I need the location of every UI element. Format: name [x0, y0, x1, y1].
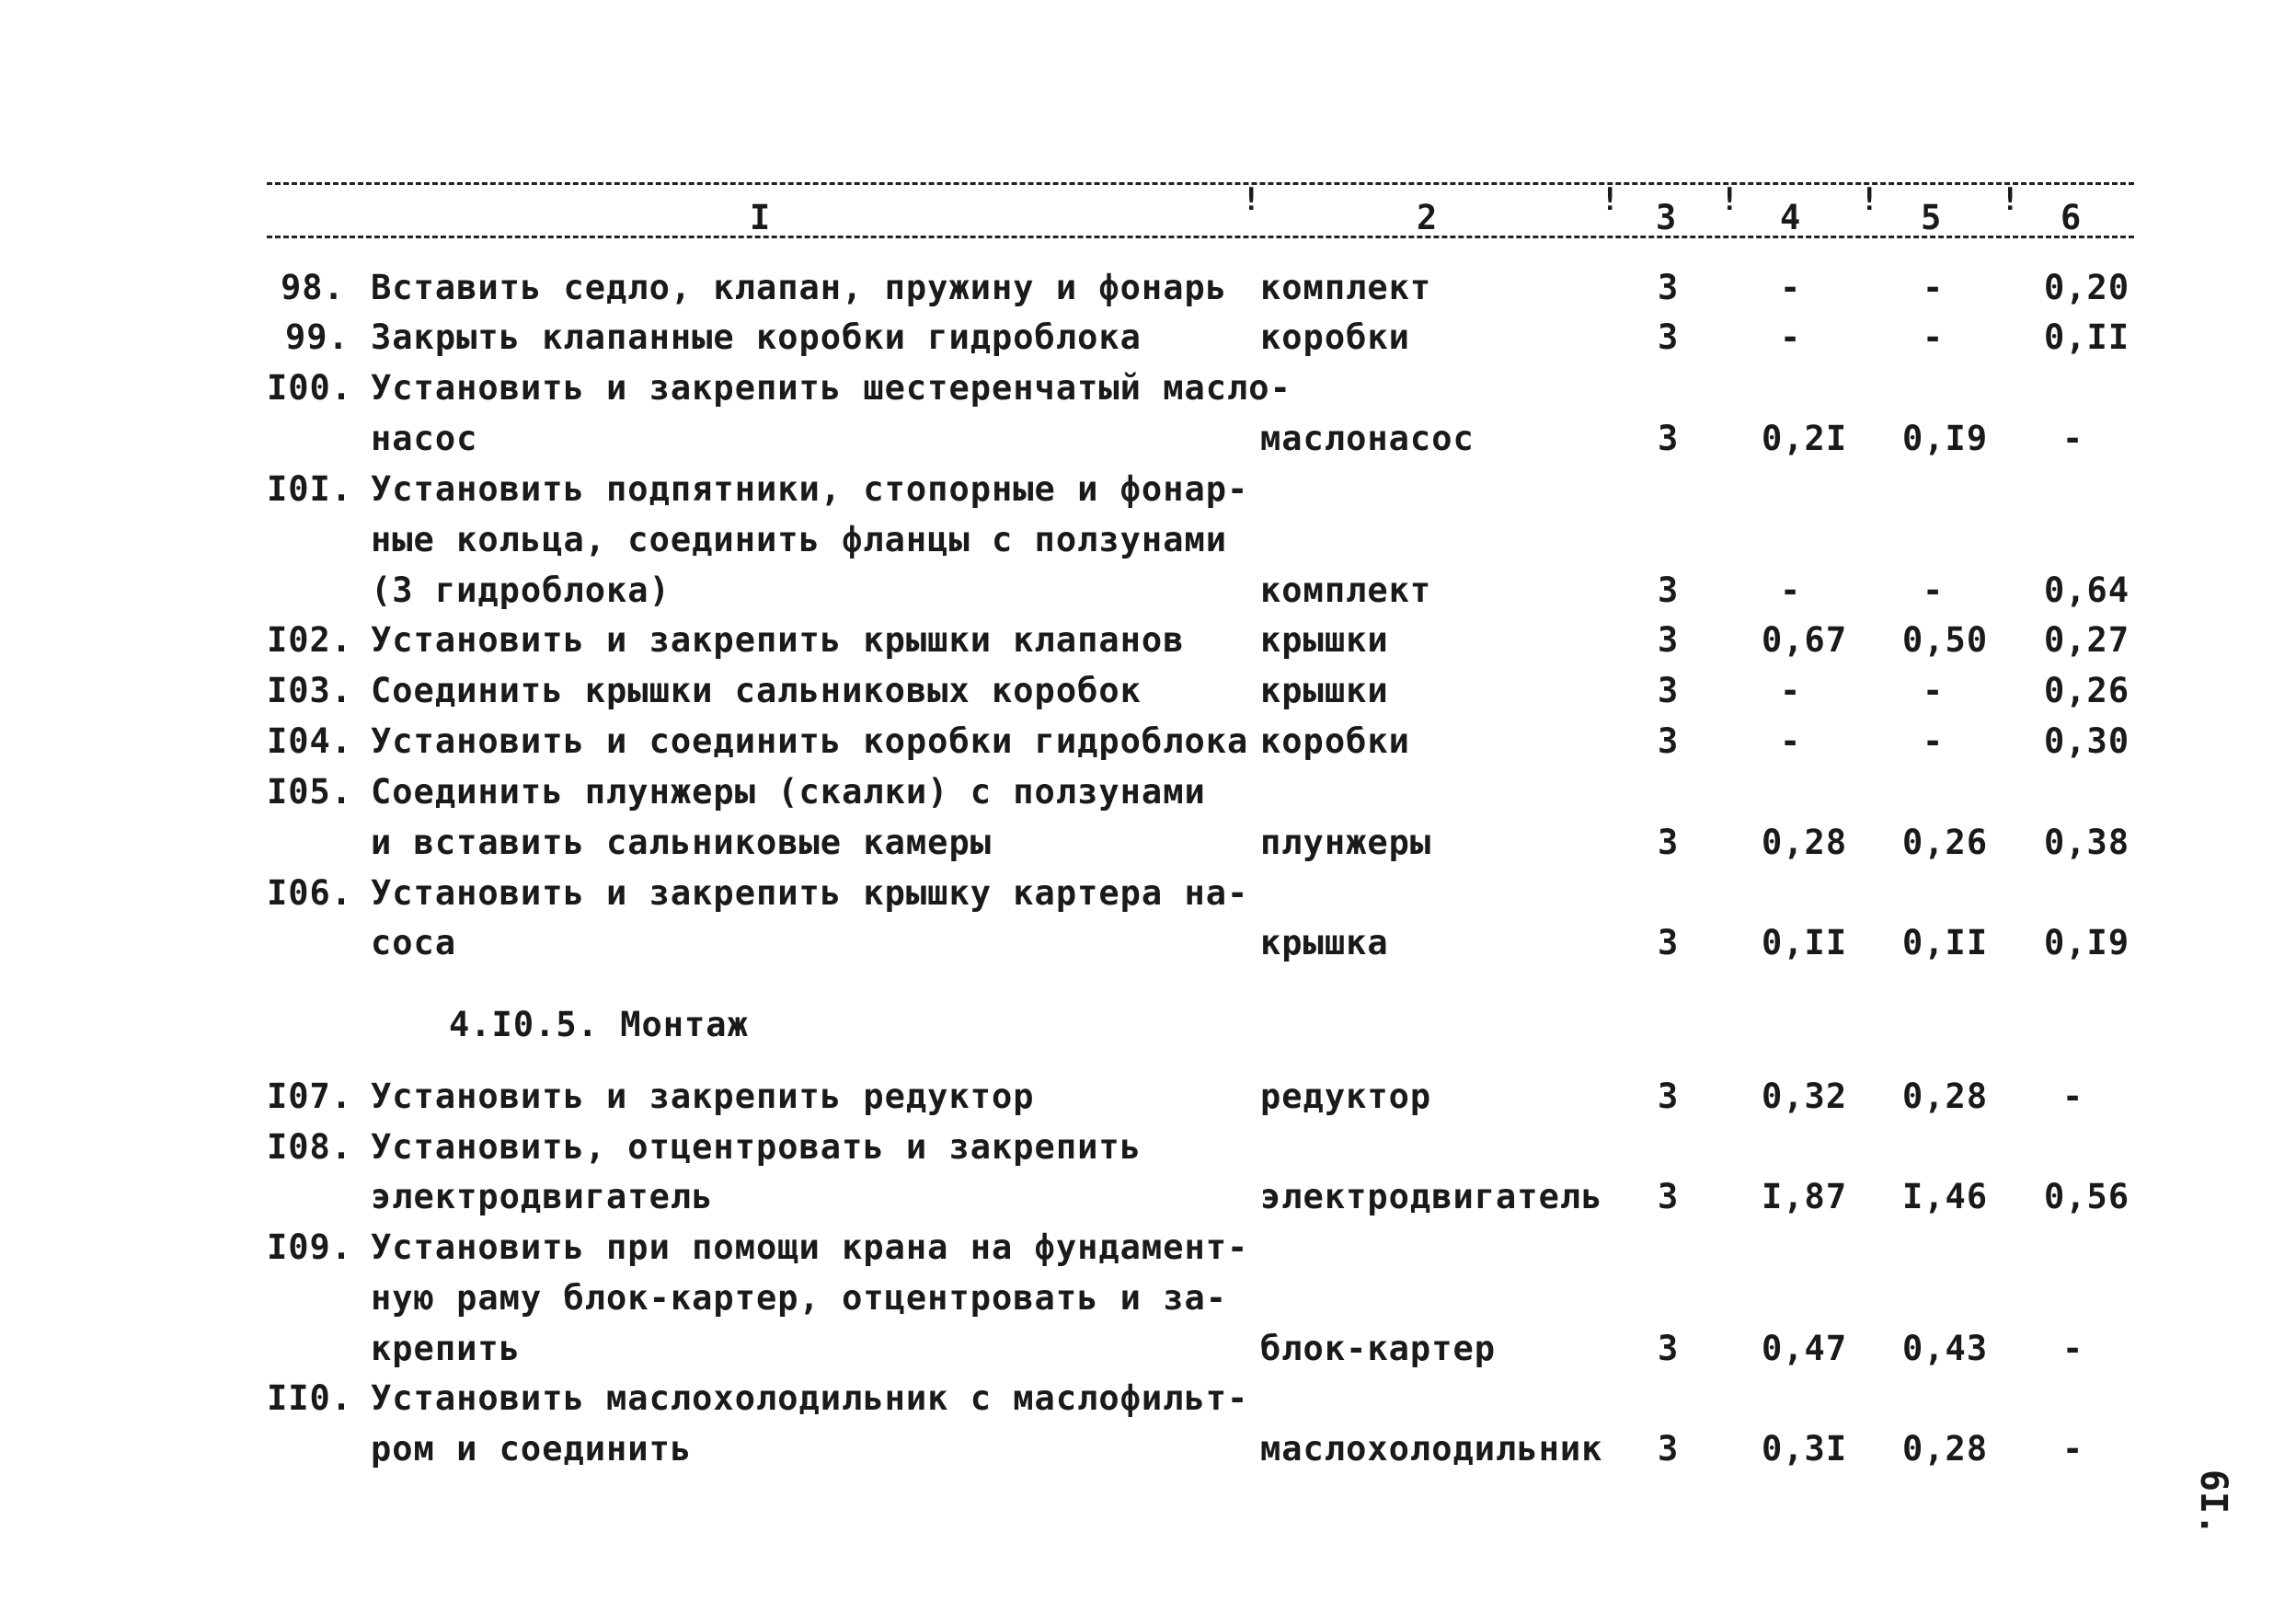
- row-col4: 0,3I: [1762, 1429, 1848, 1469]
- row-col5: 0,28: [1902, 1429, 1989, 1469]
- col-header-4: 4: [1780, 198, 1801, 237]
- header-bottom-rule: [267, 236, 2134, 238]
- col-header-6: 6: [2061, 198, 2082, 237]
- row-description: Вставить седло, клапан, пружину и фонарь: [371, 268, 1228, 307]
- row-col6: 0,20: [2044, 268, 2130, 307]
- row-col6: -: [2062, 1077, 2084, 1116]
- row-col6: 0,I9: [2044, 923, 2130, 962]
- row-number: I05.: [267, 772, 353, 812]
- row-col4: -: [1780, 570, 1802, 610]
- row-col6: -: [2062, 1329, 2084, 1368]
- row-col3: 3: [1658, 923, 1680, 962]
- col-separator: !: [1860, 181, 1879, 218]
- row-col5: 0,50: [1902, 620, 1989, 660]
- row-col4: -: [1780, 317, 1802, 357]
- row-description: соса: [371, 923, 457, 962]
- row-description: Закрыть клапанные коробки гидроблока: [371, 317, 1142, 357]
- row-col5: -: [1923, 317, 1945, 357]
- row-col4: 0,47: [1762, 1329, 1848, 1368]
- row-col6: 0,30: [2044, 721, 2130, 761]
- row-unit: коробки: [1260, 721, 1410, 761]
- row-unit: маслонасос: [1260, 419, 1475, 458]
- row-col4: 0,II: [1762, 923, 1848, 962]
- section-title: 4.I0.5. Монтаж: [449, 1005, 749, 1044]
- row-col3: 3: [1658, 268, 1680, 307]
- row-col3: 3: [1658, 570, 1680, 610]
- row-col5: -: [1923, 268, 1945, 307]
- row-unit: коробки: [1260, 317, 1410, 357]
- row-description: и вставить сальниковые камеры: [371, 823, 993, 862]
- row-col6: -: [2062, 419, 2084, 458]
- row-description: ные кольца, соединить фланцы с ползунами: [371, 520, 1228, 559]
- row-col6: 0,38: [2044, 823, 2130, 862]
- row-number: I09.: [267, 1227, 353, 1267]
- row-unit: комплект: [1260, 570, 1432, 610]
- row-col3: 3: [1658, 1429, 1680, 1469]
- row-number: I07.: [267, 1077, 353, 1116]
- row-col5: -: [1923, 671, 1945, 710]
- row-col3: 3: [1658, 317, 1680, 357]
- row-unit: блок-картер: [1260, 1329, 1497, 1368]
- row-number: 99.: [285, 317, 350, 357]
- row-description: Установить и соединить коробки гидроблока: [371, 721, 1249, 761]
- row-number: I02.: [267, 620, 353, 660]
- row-col3: 3: [1658, 823, 1680, 862]
- row-col3: 3: [1658, 419, 1680, 458]
- row-description: Установить маслохолодильник с маслофильт-: [371, 1378, 1249, 1418]
- row-description: Установить подпятники, стопорные и фонар-: [371, 469, 1249, 509]
- row-col3: 3: [1658, 620, 1680, 660]
- row-col4: 0,67: [1762, 620, 1848, 660]
- row-col5: 0,43: [1902, 1329, 1989, 1368]
- row-description: Соединить крышки сальниковых коробок: [371, 671, 1142, 710]
- col-header-2: 2: [1417, 198, 1438, 237]
- row-col4: 0,28: [1762, 823, 1848, 862]
- page-number: 6I.: [2192, 1469, 2235, 1537]
- row-number: II0.: [267, 1378, 353, 1418]
- row-col4: I,87: [1762, 1177, 1848, 1216]
- row-col5: 0,I9: [1902, 419, 1989, 458]
- row-description: ную раму блок-картер, отцентровать и за-: [371, 1278, 1228, 1318]
- row-description: (3 гидроблока): [371, 570, 671, 610]
- row-description: крепить: [371, 1329, 521, 1368]
- col-header-5: 5: [1921, 198, 1942, 237]
- row-description: Установить, отцентровать и закрепить: [371, 1127, 1142, 1167]
- row-col3: 3: [1658, 1077, 1680, 1116]
- row-col3: 3: [1658, 721, 1680, 761]
- row-number: I08.: [267, 1127, 353, 1167]
- row-col5: 0,28: [1902, 1077, 1989, 1116]
- row-col5: 0,II: [1902, 923, 1989, 962]
- row-description: Установить при помощи крана на фундамент-: [371, 1227, 1249, 1267]
- row-col6: 0,27: [2044, 620, 2130, 660]
- row-description: Установить и закрепить шестеренчатый масло-: [371, 368, 1292, 408]
- col-separator: !: [1720, 181, 1739, 218]
- row-col3: 3: [1658, 671, 1680, 710]
- row-col4: -: [1780, 268, 1802, 307]
- row-col3: 3: [1658, 1177, 1680, 1216]
- row-number: I06.: [267, 873, 353, 913]
- row-unit: крышки: [1260, 620, 1389, 660]
- row-col3: 3: [1658, 1329, 1680, 1368]
- col-separator: !: [1242, 181, 1261, 218]
- row-description: Установить и закрепить крышки клапанов: [371, 620, 1185, 660]
- row-number: I00.: [267, 368, 353, 408]
- row-unit: комплект: [1260, 268, 1432, 307]
- row-number: I03.: [267, 671, 353, 710]
- row-unit: маслохолодильник: [1260, 1429, 1603, 1469]
- row-col5: 0,26: [1902, 823, 1989, 862]
- row-col4: -: [1780, 721, 1802, 761]
- row-col6: -: [2062, 1429, 2084, 1469]
- row-col4: 0,32: [1762, 1077, 1848, 1116]
- col-header-1: I: [750, 198, 771, 237]
- row-number: I04.: [267, 721, 353, 761]
- row-description: ром и соединить: [371, 1429, 693, 1469]
- row-col6: 0,26: [2044, 671, 2130, 710]
- row-col5: -: [1923, 721, 1945, 761]
- col-separator: !: [1601, 181, 1620, 218]
- row-description: Соединить плунжеры (скалки) с ползунами: [371, 772, 1206, 812]
- row-unit: редуктор: [1260, 1077, 1432, 1116]
- row-col6: 0,56: [2044, 1177, 2130, 1216]
- row-number: I0I.: [267, 469, 353, 509]
- row-description: Установить и закрепить крышку картера на-: [371, 873, 1249, 913]
- row-unit: электродвигатель: [1260, 1177, 1603, 1216]
- row-unit: крышка: [1260, 923, 1389, 962]
- row-col4: -: [1780, 671, 1802, 710]
- row-description: Установить и закрепить редуктор: [371, 1077, 1035, 1116]
- row-description: электродвигатель: [371, 1177, 714, 1216]
- row-col5: -: [1923, 570, 1945, 610]
- row-number: 98.: [281, 268, 345, 307]
- row-description: насос: [371, 419, 478, 458]
- row-col5: I,46: [1902, 1177, 1989, 1216]
- header-top-rule: [267, 182, 2134, 185]
- row-col6: 0,II: [2044, 317, 2130, 357]
- row-col6: 0,64: [2044, 570, 2130, 610]
- row-unit: плунжеры: [1260, 823, 1432, 862]
- row-unit: крышки: [1260, 671, 1389, 710]
- col-separator: !: [2001, 181, 2020, 218]
- row-col4: 0,2I: [1762, 419, 1848, 458]
- col-header-3: 3: [1656, 198, 1677, 237]
